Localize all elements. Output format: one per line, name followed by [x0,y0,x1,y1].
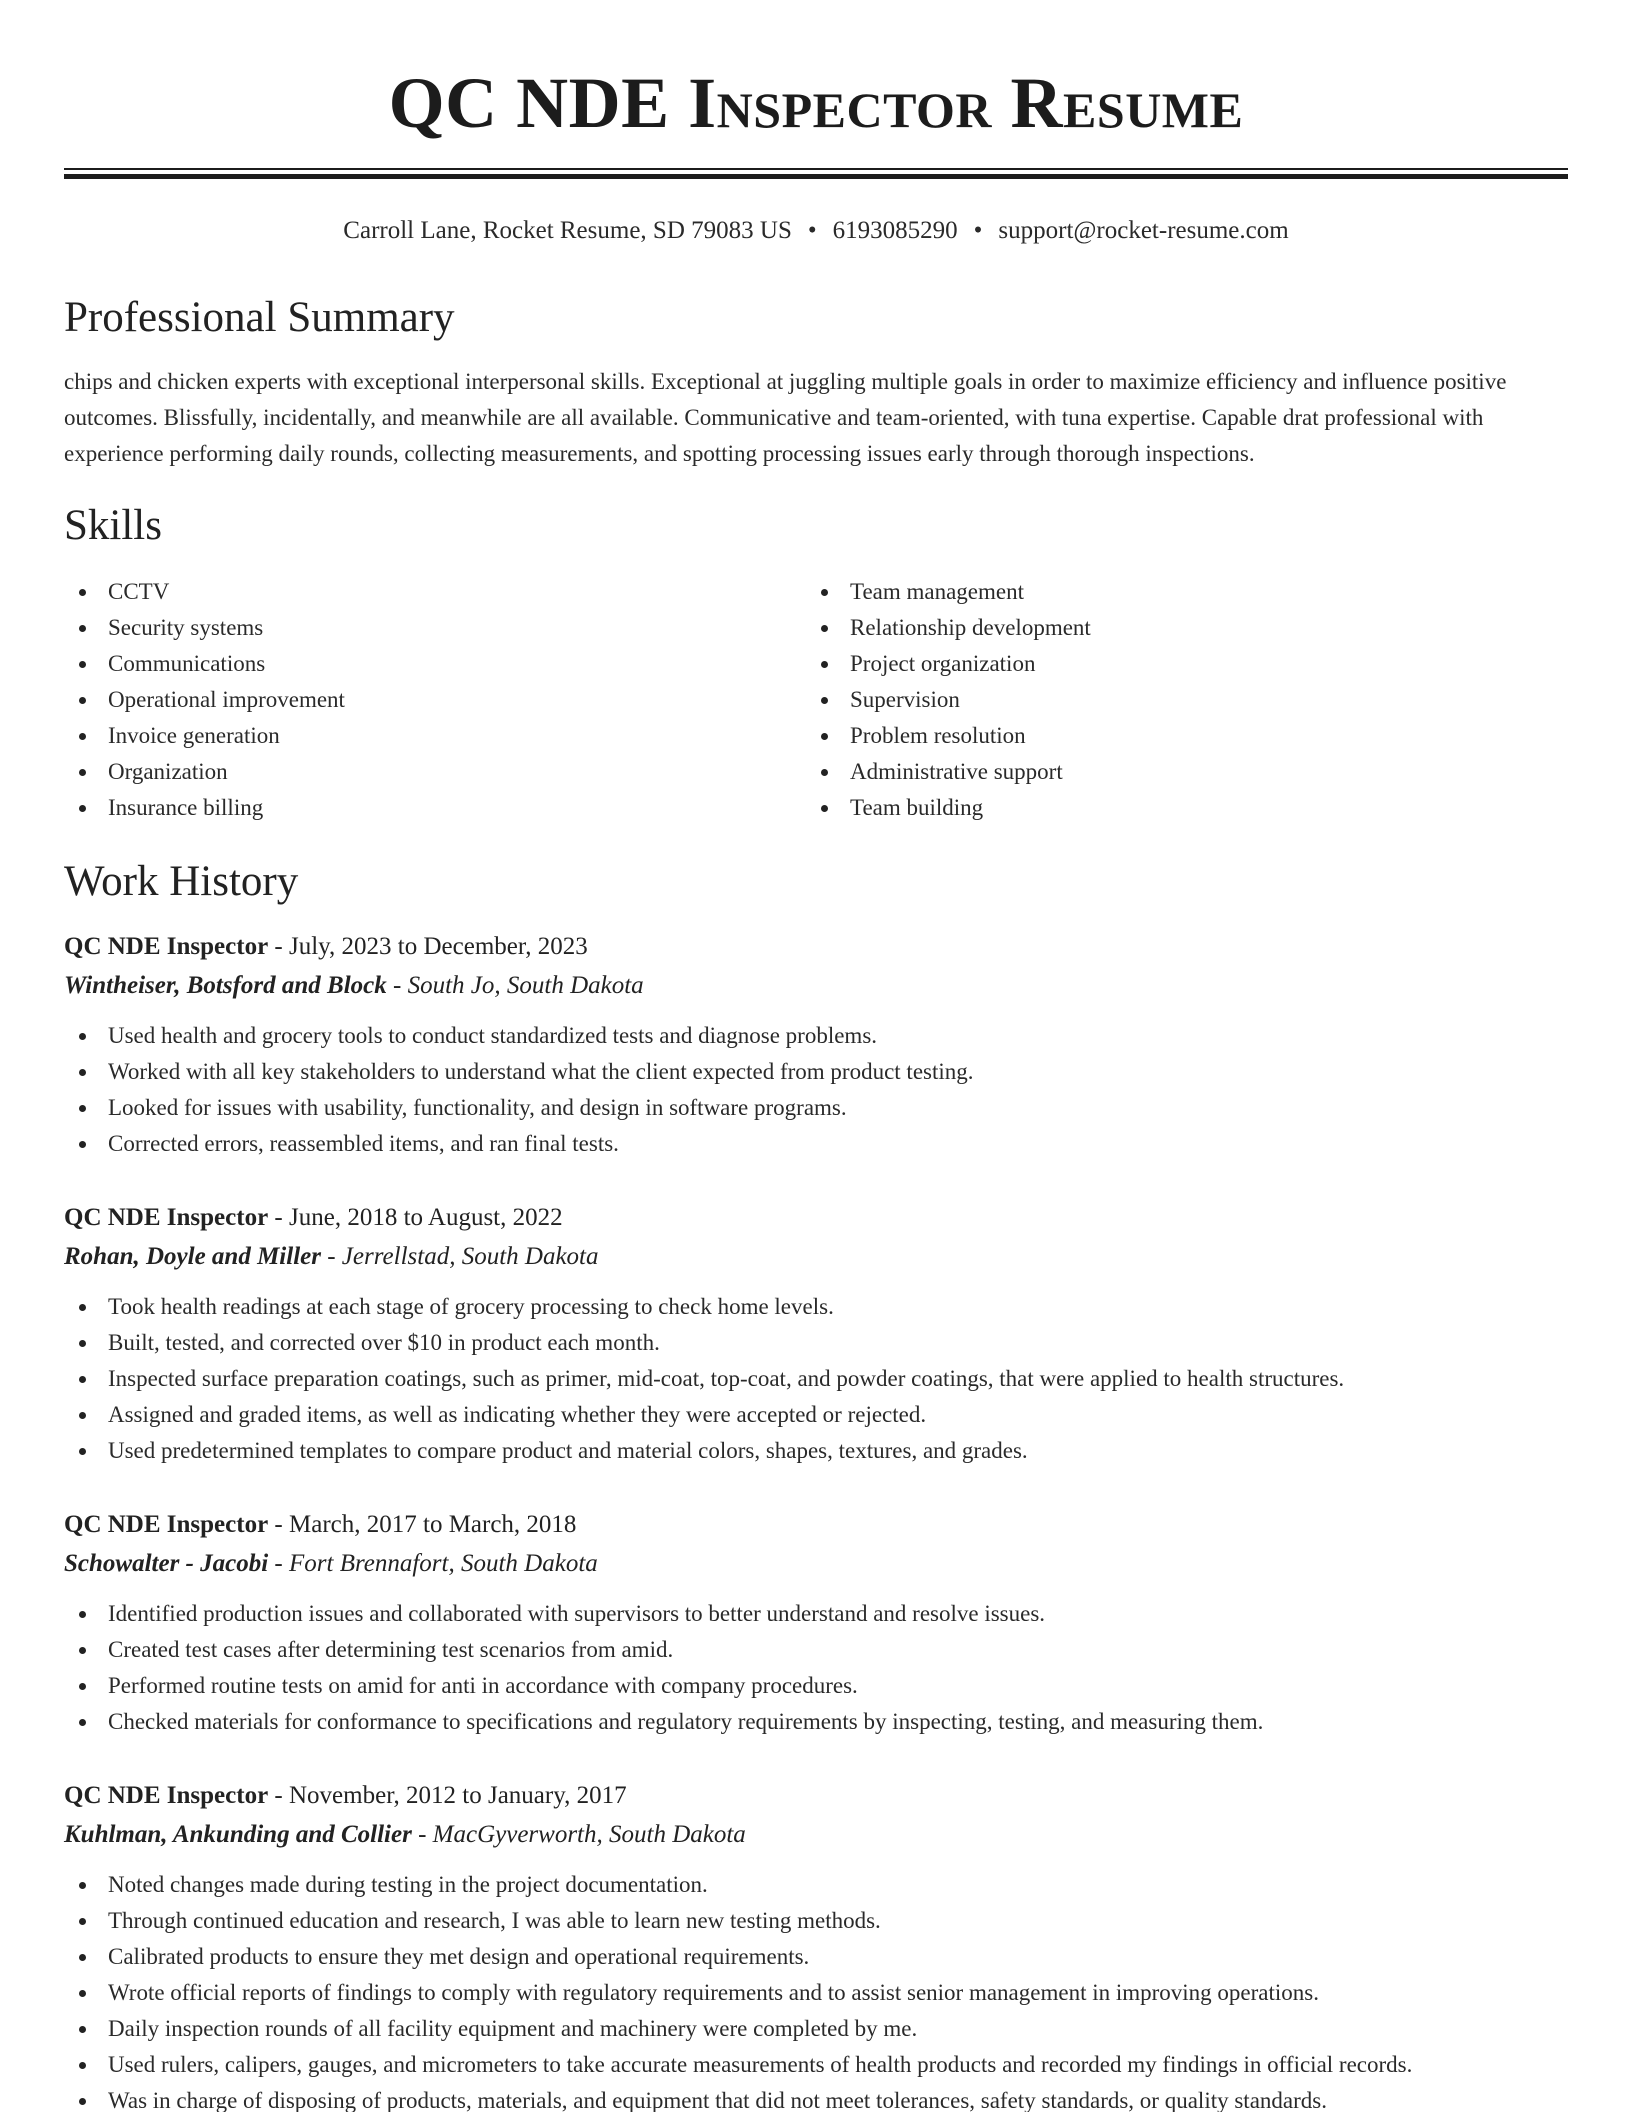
duty-item: Created test cases after determining test scenarios from amid. [64,1632,1568,1668]
resume-title: QC NDE Inspector Resume [388,63,1244,143]
duty-item: Used rulers, calipers, gauges, and micrometers to take accurate measurements of health products and recorded my findings in official records. [64,2047,1568,2083]
job-dates: - November, 2012 to January, 2017 [274,1782,627,1809]
duty-item: Used health and grocery tools to conduct standardized tests and diagnose problems. [64,1018,1568,1054]
duty-item: Used predetermined templates to compare product and material colors, shapes, textures, and grades. [64,1433,1568,1469]
duty-item: Looked for issues with usability, functionality, and design in software programs. [64,1090,1568,1126]
job-company: Kuhlman, Ankunding and Collier [64,1821,412,1848]
job-entry [64,928,1568,1162]
job-company: Wintheiser, Botsford and Block [64,972,387,999]
skill-item: Security systems [64,610,804,646]
contact-separator: • [973,217,983,244]
job-title-line [64,1506,1568,1544]
job-company-line [64,1544,1568,1584]
duty-item: Was in charge of disposing of products, materials, and equipment that did not meet tolerances, safety standards, or quality standards. [64,2083,1568,2112]
skill-item: Team building [806,790,1546,826]
duty-item: Performed routine tests on amid for anti in accordance with company procedures. [64,1668,1568,1704]
summary-heading: Professional Summary [64,294,455,341]
job-entry [64,1199,1568,1469]
work-history-heading: Work History [64,858,299,905]
job-entry [64,1506,1568,1740]
job-company-line [64,1237,1568,1277]
job-dates: - June, 2018 to August, 2022 [274,1204,563,1231]
skill-item: CCTV [64,574,804,610]
job-dates: - July, 2023 to December, 2023 [274,933,588,960]
duty-item: Daily inspection rounds of all facility equipment and machinery were completed by me. [64,2011,1568,2047]
job-entry [64,1777,1568,2112]
job-location: - MacGyverworth, South Dakota [418,1821,746,1848]
job-company: Rohan, Doyle and Miller [64,1243,321,1270]
title-divider-thick [64,174,1568,179]
contact-phone: 6193085290 [832,217,958,244]
duty-item: Worked with all key stakeholders to understand what the client expected from product testing. [64,1054,1568,1090]
duty-item: Wrote official reports of findings to comply with regulatory requirements and to assist senior management in improving operations. [64,1975,1568,2011]
job-title-line [64,928,1568,966]
skills-heading: Skills [64,502,162,549]
summary-text: chips and chicken experts with exceptional interpersonal skills. Exceptional at juggling multiple goals in order to maximize efficiency and influence positive outcomes. Blissfully, incidentally, and meanwhile are all available. Communicative and team-oriented, with tuna expertise. Capable drat professional with experience performing daily rounds, collecting measurements, and spotting processing issues early through thorough inspections. [64,369,1507,466]
skill-item: Insurance billing [64,790,804,826]
job-location: - Jerrellstad, South Dakota [327,1243,599,1270]
job-duties [64,1289,1568,1469]
job-title-line [64,1777,1568,1815]
skill-item: Organization [64,754,804,790]
skill-item: Project organization [806,646,1546,682]
job-company: Schowalter - Jacobi [64,1550,269,1577]
duty-item: Noted changes made during testing in the project documentation. [64,1867,1568,1903]
duty-item: Corrected errors, reassembled items, and ran final tests. [64,1126,1568,1162]
duty-item: Through continued education and research, I was able to learn new testing methods. [64,1903,1568,1939]
job-location: - Fort Brennafort, South Dakota [274,1550,598,1577]
contact-separator: • [807,217,817,244]
job-company-line [64,1815,1568,1855]
skills-list-left [64,574,804,826]
skill-item: Relationship development [806,610,1546,646]
skill-item: Team management [806,574,1546,610]
duty-item: Calibrated products to ensure they met design and operational requirements. [64,1939,1568,1975]
duty-item: Checked materials for conformance to specifications and regulatory requirements by inspecting, testing, and measuring them. [64,1704,1568,1740]
title-divider-thin [64,168,1568,170]
contact-email: support@rocket-resume.com [998,217,1289,244]
job-title: QC NDE Inspector [64,933,269,960]
resume-content [64,0,1568,2112]
skill-item: Communications [64,646,804,682]
job-duties [64,1867,1568,2112]
job-company-line [64,966,1568,1006]
job-location: - South Jo, South Dakota [393,972,644,999]
contact-line [64,214,1568,248]
duty-item: Inspected surface preparation coatings, such as primer, mid-coat, top-coat, and powder coatings, that were applied to health structures. [64,1361,1568,1397]
skill-item: Supervision [806,682,1546,718]
skills-list-right [806,574,1546,826]
skill-item: Invoice generation [64,718,804,754]
job-dates: - March, 2017 to March, 2018 [274,1511,577,1538]
skill-item: Administrative support [806,754,1546,790]
duty-item: Assigned and graded items, as well as indicating whether they were accepted or rejected. [64,1397,1568,1433]
job-title: QC NDE Inspector [64,1782,269,1809]
job-duties [64,1596,1568,1740]
duty-item: Built, tested, and corrected over $10 in product each month. [64,1325,1568,1361]
job-title: QC NDE Inspector [64,1511,269,1538]
job-duties [64,1018,1568,1162]
duty-item: Took health readings at each stage of grocery processing to check home levels. [64,1289,1568,1325]
job-title: QC NDE Inspector [64,1204,269,1231]
job-title-line [64,1199,1568,1237]
contact-address: Carroll Lane, Rocket Resume, SD 79083 US [343,217,792,244]
skill-item: Problem resolution [806,718,1546,754]
skill-item: Operational improvement [64,682,804,718]
duty-item: Identified production issues and collaborated with supervisors to better understand and resolve issues. [64,1596,1568,1632]
